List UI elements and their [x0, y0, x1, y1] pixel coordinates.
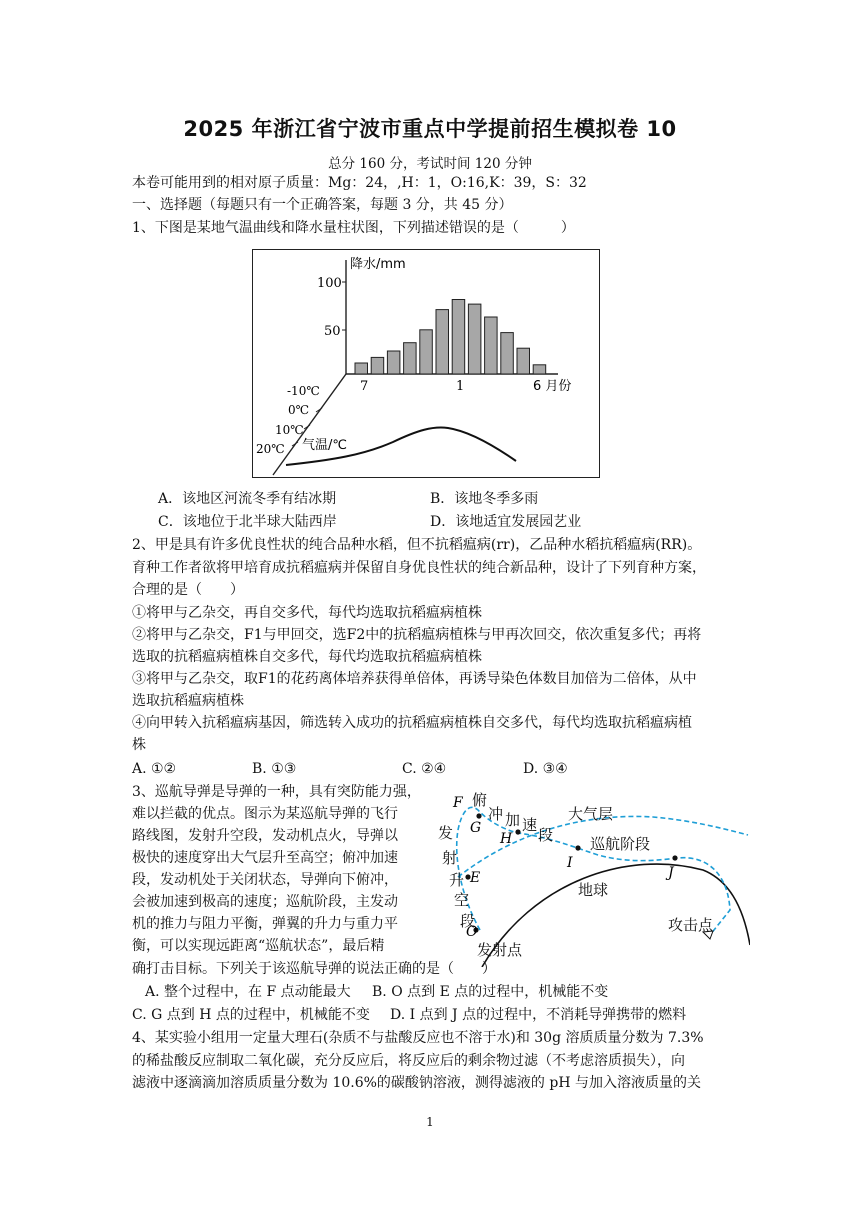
q3-line-7: 机的推力与阻力平衡，弹翼的升力与重力平: [132, 916, 398, 932]
temp-label: 气温/℃: [302, 438, 347, 453]
precip-bars: [355, 300, 546, 375]
launch-label-4: 空: [454, 891, 470, 909]
q2-statement-2a: ②将甲与乙杂交，F1与甲回交，选F2中的抗稻瘟病植株与甲再次回交，依次重复多代；再将: [132, 627, 702, 643]
precip-bar-5: [517, 348, 530, 374]
page-number: 1: [426, 1115, 434, 1129]
q1-option-a[interactable]: A．该地区河流冬季有结冰期: [158, 491, 337, 507]
point-j-label: J: [668, 865, 674, 881]
missile-figure-svg: [438, 785, 750, 967]
earth-label: 地球: [578, 881, 609, 899]
launch-label-2: 射: [442, 849, 458, 867]
atmosphere-label: 大气层: [568, 805, 614, 823]
q2-statement-1: ①将甲与乙杂交，再自交多代，每代均选取抗稻瘟病植株: [132, 605, 482, 621]
launch-label-1: 发: [438, 824, 454, 842]
climate-chart: [252, 249, 600, 478]
precip-label: 降水/mm: [350, 257, 406, 272]
question-1-stem: 1、下图是某地气温曲线和降水量柱状图，下列描述错误的是（ ）: [132, 220, 575, 236]
precip-bar-9: [387, 351, 400, 374]
precip-bar-7: [355, 363, 368, 374]
month-tick-7: 7: [360, 379, 369, 394]
q2-option-d[interactable]: D. ③④: [523, 761, 568, 777]
q2-statement-4b: 株: [132, 737, 146, 753]
q2-option-b[interactable]: B. ①③: [252, 761, 297, 777]
precip-bar-3: [485, 317, 498, 374]
temp-tick-minus10: -10℃: [287, 384, 320, 398]
dive-label-2: 冲: [488, 805, 504, 823]
q3-line-3: 路线图，发射升空段，发动机点火，导弹以: [132, 828, 398, 844]
q4-line-2: 的稀盐酸反应制取二氧化碳，充分反应后，将反应后的剩余物过滤（不考虑溶质损失），向: [132, 1053, 685, 1069]
q1-option-b[interactable]: B．该地冬季多雨: [430, 491, 539, 507]
q3-line-9: 确打击目标。下列关于该巡航导弹的说法正确的是（ ）: [132, 961, 496, 977]
q3-line-6: 会被加速到极高的速度；巡航阶段，主发动: [132, 894, 398, 910]
dive-label-1: 俯: [472, 791, 488, 809]
atomic-mass-line: 本卷可能用到的相对原子质量：Mg：24，,H：1，O:16,K：39，S：32: [132, 175, 587, 191]
q3-option-d[interactable]: D. I 点到 J 点的过程中，不消耗导弹携带的燃料: [390, 1007, 687, 1023]
q4-line-1: 4、某实验小组用一定量大理石(杂质不与盐酸反应也不溶于水)和 30g 溶质质量分数为 7.3%: [132, 1030, 704, 1046]
section-heading: 一、选择题（每题只有一个正确答案，每题 3 分，共 45 分）: [132, 197, 513, 213]
point-f-label: F: [453, 795, 463, 811]
climate-chart-svg: [253, 250, 601, 479]
precip-bar-8: [371, 357, 384, 374]
q3-option-b[interactable]: B. O 点到 E 点的过程中，机械能不变: [372, 984, 609, 1000]
cruise-label: 巡航阶段: [590, 835, 651, 853]
q2-option-c[interactable]: C. ②④: [402, 761, 447, 777]
q1-option-c[interactable]: C．该地位于北半球大陆西岸: [158, 514, 337, 530]
point-i-label: I: [567, 855, 573, 871]
missile-flight-figure: [438, 785, 750, 967]
y-tick-50: 50: [324, 324, 341, 339]
point-j-dot: [672, 855, 677, 860]
q4-line-3: 滤液中逐滴滴加溶质质量分数为 10.6%的碳酸钠溶液，测得滤液的 pH 与加入溶液质量的关: [132, 1075, 701, 1091]
launch-label-5: 段: [460, 912, 476, 930]
launch-label-3: 升: [449, 871, 465, 889]
precip-bar-1: [452, 300, 465, 375]
q2-statement-2b: 选取的抗稻瘟病植株自交多代，每代均选取抗稻瘟病植株: [132, 649, 482, 665]
page-title: 2025 年浙江省宁波市重点中学提前招生模拟卷 10: [183, 117, 677, 141]
q2-statement-4a: ④向甲转入抗稻瘟病基因，筛选转入成功的抗稻瘟病植株自交多代，每代均选取抗稻瘟病植: [132, 715, 692, 731]
dive-label-5: 段: [538, 826, 554, 844]
q3-option-c[interactable]: C. G 点到 H 点的过程中，机械能不变: [132, 1007, 370, 1023]
q3-line-5: 段，发动机处于关闭状态，导弹向下俯冲，: [132, 872, 398, 888]
precip-bar-12: [436, 310, 449, 374]
temp-tick-0: 0℃: [288, 403, 310, 417]
point-h-label: H: [500, 831, 513, 847]
q3-line-4: 极快的速度穿出大气层升至高空；俯冲加速: [132, 850, 398, 866]
q2-statement-3a: ③将甲与乙杂交，取F1的花药离体培养获得单倍体，再诱导染色体数目加倍为二倍体，从中: [132, 671, 697, 687]
q2-option-a[interactable]: A. ①②: [132, 761, 177, 777]
precip-bar-6: [533, 365, 546, 374]
point-g-dot: [476, 813, 481, 818]
q3-line-2: 难以拦截的优点。图示为某巡航导弹的飞行: [132, 806, 398, 822]
q3-line-8: 衡，可以实现远距离“巡航状态”，最后精: [132, 938, 385, 954]
launch-point-label: 发射点: [477, 941, 523, 959]
point-g-label: G: [470, 820, 482, 836]
point-o-label: O: [466, 924, 478, 940]
y-tick-100: 100: [317, 276, 342, 291]
q2-statement-3b: 选取抗稻瘟病植株: [132, 693, 244, 709]
q2-line-1: 2、甲是具有许多优良性状的纯合品种水稻，但不抗稻瘟病(rr)，乙品种水稻抗稻瘟病(RR)。: [132, 537, 702, 553]
precip-bar-11: [420, 330, 433, 374]
q3-option-a[interactable]: A. 整个过程中，在 F 点动能最大: [145, 984, 351, 1000]
temp-tick-10: 10℃: [275, 423, 304, 437]
precip-bar-10: [404, 343, 417, 374]
point-i-dot: [575, 845, 580, 850]
target-label: 攻击点: [668, 916, 714, 934]
dive-label-3: 加: [505, 811, 521, 829]
point-h-dot: [515, 829, 520, 834]
q2-line-3: 合理的是（ ）: [132, 582, 244, 598]
month-tick-1: 1: [456, 379, 465, 394]
q2-line-2: 育种工作者欲将甲培育成抗稻瘟病并保留自身优良性状的纯合新品种，设计了下列育种方案，: [132, 560, 706, 576]
q3-line-1: 3、巡航导弹是导弹的一种，具有突防能力强，: [132, 784, 421, 800]
q1-option-d[interactable]: D．该地适宜发展园艺业: [430, 514, 582, 530]
point-e-label: E: [470, 870, 481, 886]
precip-bar-4: [501, 333, 514, 374]
month-tick-6: 6 月份: [533, 379, 572, 394]
page-subtitle: 总分 160 分，考试时间 120 分钟: [328, 156, 532, 172]
dive-label-4: 速: [522, 816, 538, 834]
precip-bar-2: [468, 304, 481, 374]
temp-tick-20: 20℃: [256, 442, 285, 456]
